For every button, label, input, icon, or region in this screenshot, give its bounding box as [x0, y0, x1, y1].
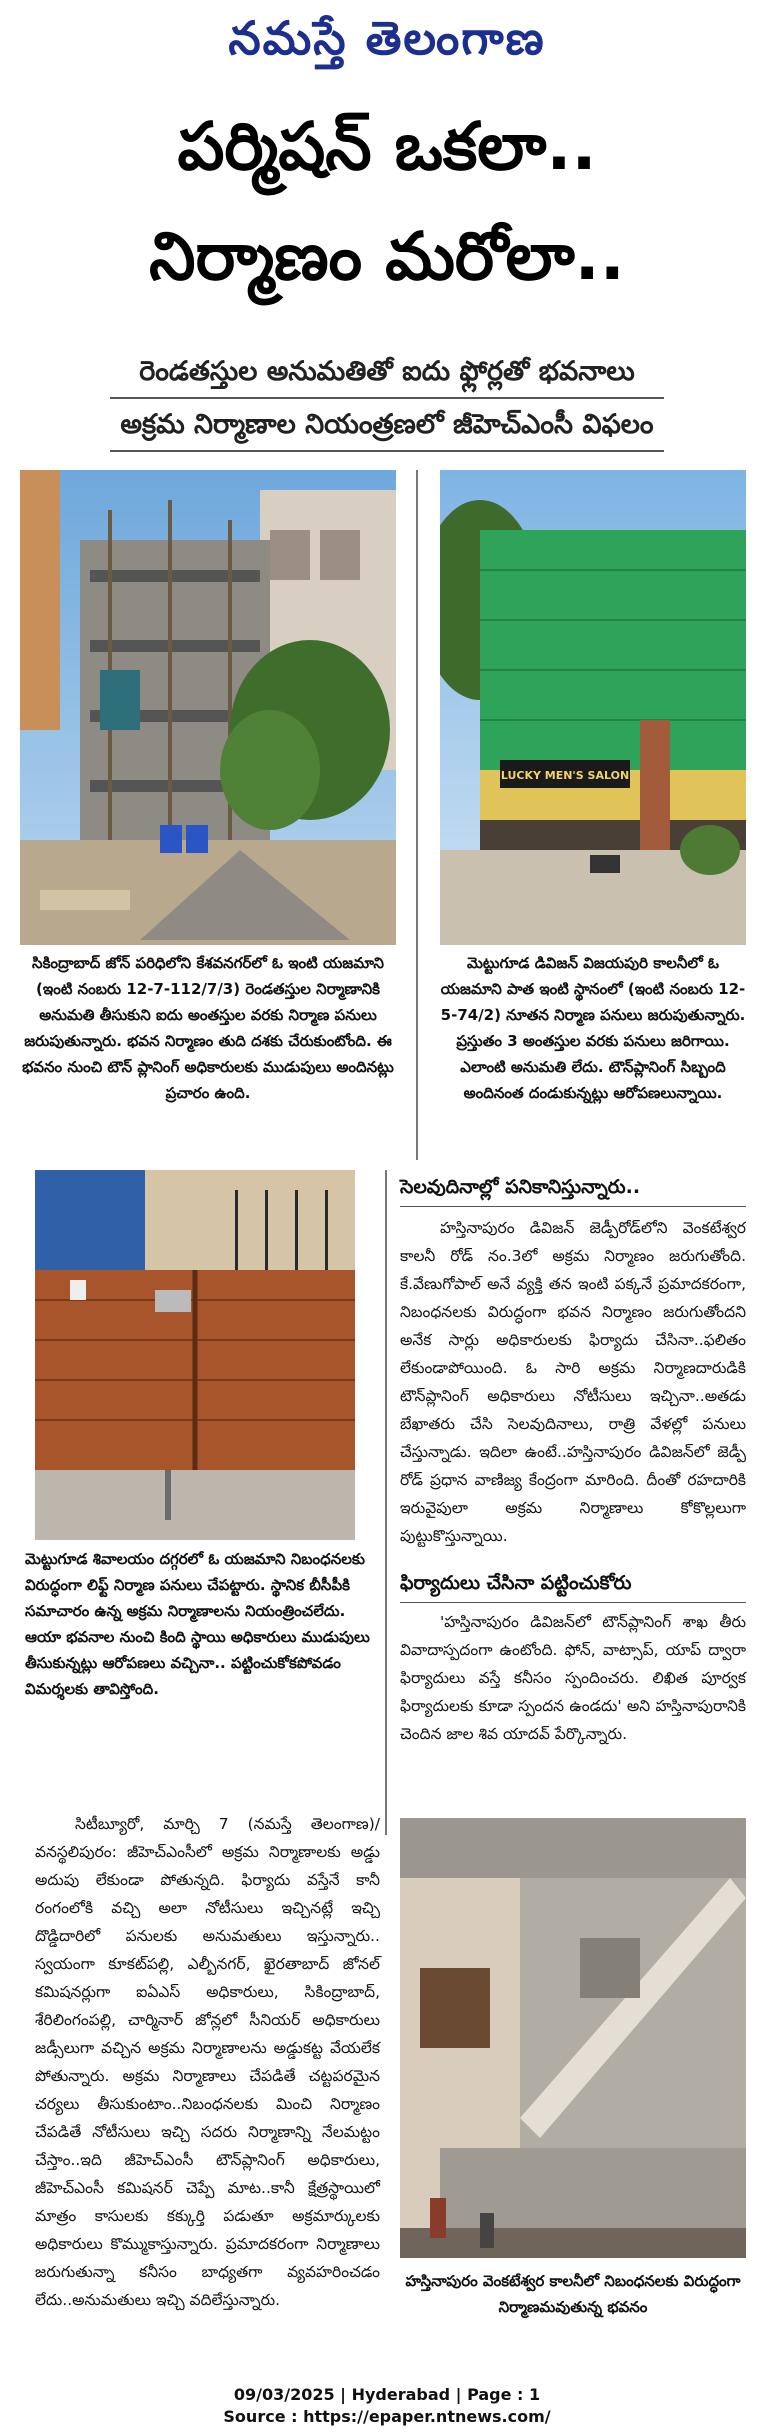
subhead-2: అక్రమ నిర్మాణాల నియంత్రణలో జీహెచ్ఎంసీ విఫలం	[120, 409, 654, 440]
column-divider-top	[416, 470, 418, 1160]
article-body-main	[35, 1810, 380, 2314]
column-divider-middle	[385, 1170, 387, 1835]
subhead-divider	[110, 397, 664, 399]
masthead-logo: నమస్తే తెలంగాణ	[228, 11, 546, 65]
section-heading-holidays: సెలవుదినాల్లో పనికానిస్తున్నారు..	[400, 1176, 641, 1198]
footer-date-location: 09/03/2025 | Hyderabad | Page : 1	[233, 2385, 541, 2404]
caption-photo2: మెట్టుగూడ డివిజన్ విజయపురి కాలనీలో ఓ యజమాని పాత ఇంటి స్థానంలో (ఇంటి నంబరు 12-5-74/2) నూతన నిర్మాణ పనులు జరుపుతున్నారు. ప్రస్తుతం 3 అంతస్తుల వరకు పనులు జరిగాయి. ఎలాంటి అనుమతి లేదు. టౌన్‌ప్లానింగ్ సిబ్బంది అందినంత దండుకున్నట్లు ఆరోపణలున్నాయి.	[440, 954, 746, 1102]
article-para-holidays-text: హస్తినాపురం డివిజన్ జెడ్పీరోడ్‌లోని వెంకటేశ్వర కాలనీ రోడ్ నం.3లో అక్రమ నిర్మాణం జరుగుతోంది. కే.వేణుగోపాల్ అనే వ్యక్తి తన ఇంటి పక్కనే ప్రమాదకరంగా, నిబంధనలకు విరుద్ధంగా భవన నిర్మాణం జరుగుతోందని అనేక సార్లు అధికారులకు ఫిర్యాదు చేసినా..ఫలితం లేకుండాపోయింది. ఓ సారి అక్రమ నిర్మాణదారుడికి టౌన్‌ప్లానింగ్ అధికారులు నోటీసులు ఇచ్చినా..అతడు బేఖాతరు చేసి సెలవుదినాలు, రాత్రి వేళల్లో పనులు చేస్తున్నాడు. ఇదిలా ఉంటే..హస్తినాపురం డివిజన్‌లో జెడ్పీ రోడ్ ప్రధాన వాణిజ్య కేంద్రంగా మారింది. దీంతో రహదారికి ఇరువైపులా అక్రమ నిర్మాణాలు కోకొల్లలుగా పుట్టుకొస్తున్నాయి.	[400, 1219, 746, 1545]
headline-line1: పర్మిషన్ ఒకలా..	[177, 108, 597, 185]
caption-photo1: సికింద్రాబాద్ జోన్ పరిధిలోని కేశవనగర్‌లో ఓ ఇంటి యజమాని (ఇంటి నంబరు 12-7-112/7/3) రెండతస్తుల నిర్మాణానికి అనుమతి తీసుకుని ఐదు అంతస్తుల వరకు నిర్మాణ పనులు జరుపుతున్నారు. భవన నిర్మాణం తుది దశకు చేరుకుంటోంది. ఈ భవనం నుంచి టౌన్ ప్లానింగ్ అధికారులకు ముడుపులు అందినట్లు ప్రచారం ఉంది.	[22, 954, 394, 1102]
caption-photo3: మెట్టుగూడ శివాలయం దగ్గరలో ఓ యజమాని నిబంధనలకు విరుద్ధంగా లిఫ్ట్ నిర్మాణ పనులు చేపట్టారు. స్థానిక బీసీపీకి సమాచారం ఉన్న అక్రమ నిర్మాణాలను నియంత్రించలేదు. ఆయా భవనాల నుంచి కింది స్థాయి అధికారులు ముడుపులు తీసుకున్నట్లు ఆరోపణలు వచ్చినా.. పట్టించుకోకపోవడం విమర్శలకు తావిస్తోంది.	[25, 1550, 370, 1698]
article-para-complaints	[400, 1608, 746, 1748]
caption-photo4: హస్తినాపురం వెంకటేశ్వర కాలనీలో నిబంధనలకు విరుద్ధంగా నిర్మాణమవుతున్న భవనం	[405, 2272, 741, 2316]
footer-source: Source : https://epaper.ntnews.com/	[223, 2407, 551, 2426]
headline-line2: నిర్మాణం మరోలా..	[149, 218, 625, 295]
photo-vijayapuri-building	[440, 470, 746, 945]
photo-hastinapuram-building	[400, 1818, 746, 2258]
subhead-divider-bottom	[110, 450, 664, 452]
article-body-main-text: సిటీబ్యూరో, మార్చి 7 (నమస్తే తెలంగాణ)/వనస్థలిపురం: జీహెచ్ఎంసీలో అక్రమ నిర్మాణాలకు అడ్డు అదుపు లేకుండా పోతున్నది. ఫిర్యాదు వస్తేనే కానీ రంగంలోకి వచ్చి అలా నోటీసులు ఇచ్చినట్లే ఇచ్చి దొడ్డిదారిలో పనులకు అనుమతులు ఇస్తున్నారు.. స్వయంగా కూకట్‌పల్లి, ఎల్బీనగర్, ఖైరతాబాద్ జోనల్ కమిషనర్లుగా ఐఏఎస్ అధికారులు, సికింద్రాబాద్, శేరిలింగంపల్లి, చార్మినార్ జోన్లలో సీనియర్ అధికారులు జడ్సీలుగా వచ్చిన అక్రమ నిర్మాణాలను అడ్డుకట్ట వేయలేక పోతున్నారు. అక్రమ నిర్మాణాలు చేపడితే చట్టపరమైన చర్యలు తీసుకుంటాం..నిబంధనలకు మించి నిర్మాణం చేపడితే నోటీసులు ఇచ్చి సదరు నిర్మాణాన్ని నేలమట్టం చేస్తాం..ఇది జీహెచ్ఎంసీ టౌన్‌ప్లానింగ్ అధికారులు, జీహెచ్ఎంసీ కమిషనర్ చెప్పే మాట..కానీ క్షేత్రస్థాయిలో మాత్రం కాసులకు కక్కుర్తి పడుతూ అక్రమార్కులకు అధికారులు కొమ్ముకాస్తున్నారు. ప్రమాదకరంగా నిర్మాణాలు జరుగుతున్నా కనీసం బాధ్యతగా వ్యవహరించడం లేదు..అనుమతులు ఇచ్చి వదిలేస్తున్నారు.	[35, 1815, 380, 2309]
photo-keshavnagar-building	[20, 470, 396, 945]
subhead-1: రెండతస్తుల అనుమతితో ఐదు ఫ్లోర్లతో భవనాలు	[139, 356, 635, 387]
article-para-holidays	[400, 1214, 746, 1550]
photo-salon-sign: LUCKY MEN'S SALON	[500, 769, 630, 782]
article-para-complaints-text: 'హస్తినాపురం డివిజన్‌లో టౌన్‌ప్లానింగ్ శాఖ తీరు వివాదాస్పదంగా ఉంటోంది. ఫోన్, వాట్సాప్, యాప్ ద్వారా ఫిర్యాదులు వస్తే కనీసం స్పందించరు. లిఖిత పూర్వక ఫిర్యాదులకు కూడా స్పందన ఉండదు' అని హస్తినాపురానికి చెందిన జాల శివ యాదవ్ పేర్కొన్నారు.	[400, 1613, 746, 1743]
photo-metuguda-gate	[35, 1170, 355, 1540]
section-heading-rule-2	[400, 1602, 746, 1603]
section-heading-rule	[400, 1206, 746, 1207]
section-heading-complaints: ఫిర్యాదులు చేసినా పట్టించుకోరు	[400, 1572, 632, 1594]
